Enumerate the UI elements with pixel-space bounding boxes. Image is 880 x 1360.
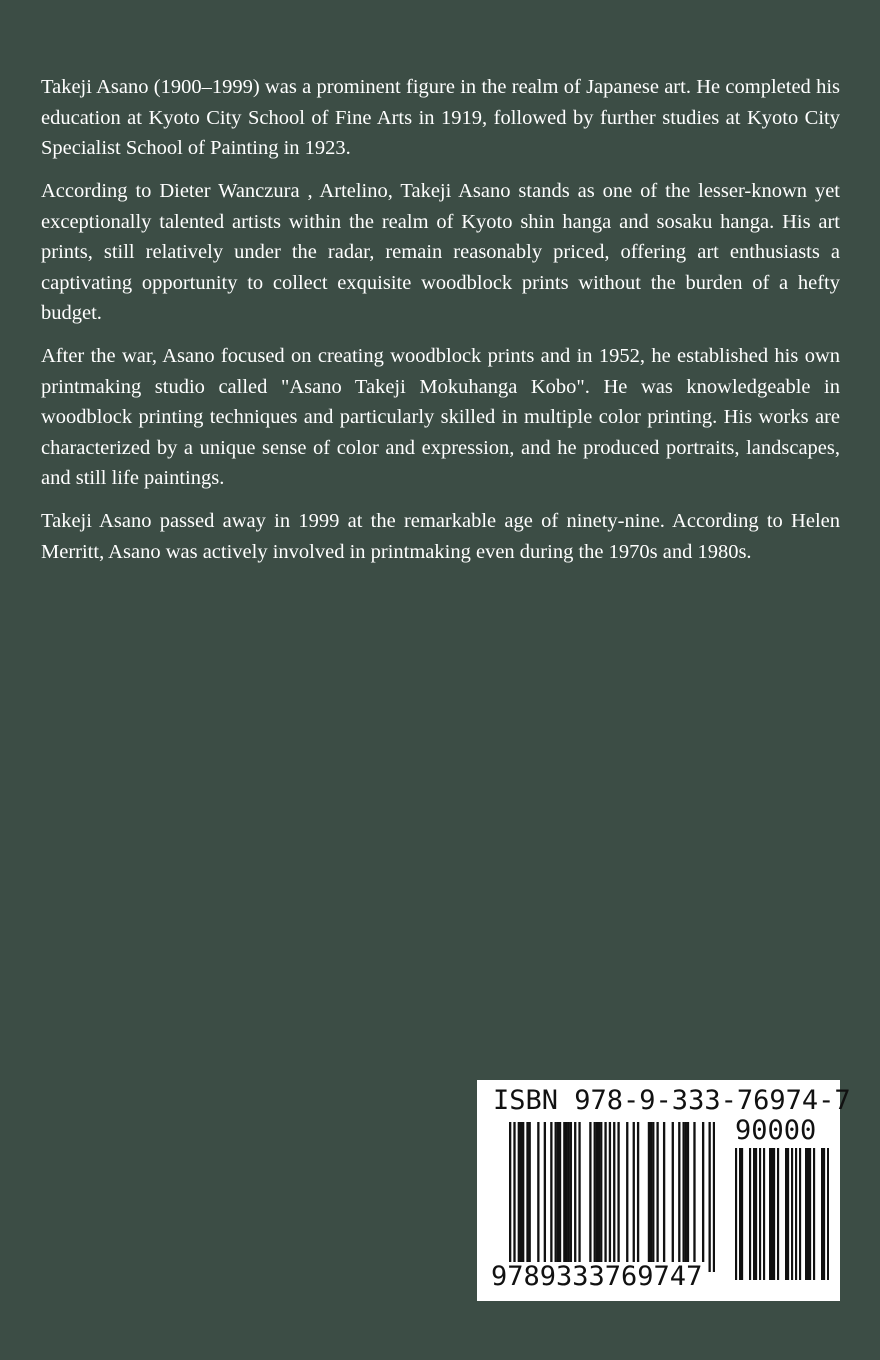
addon-bar xyxy=(807,1148,809,1280)
paragraph-2: According to Dieter Wanczura , Artelino, Takeji Asano stands as one of the lesser-known yet exceptionally talented artists within the realm of Kyoto shin hanga and sosaku hanga. His art prints, still relatively under the radar, remain reasonably priced, offering art enthusiasts a captivating opportunity to collect exquisite woodblock prints without the burden of a hefty budget. xyxy=(41,180,840,324)
addon-bar xyxy=(787,1148,789,1280)
isbn-label: ISBN 978-9-333-76974-7 xyxy=(493,1085,851,1116)
isbn-barcode xyxy=(477,1080,851,1301)
barcode-bar xyxy=(589,1122,591,1262)
barcode-bar xyxy=(563,1122,565,1262)
barcode-bar xyxy=(598,1122,600,1262)
barcode-bar xyxy=(522,1122,524,1262)
addon-bar xyxy=(769,1148,771,1280)
barcode-bar xyxy=(617,1122,619,1262)
barcode-digits: 9789333769747 xyxy=(491,1262,706,1292)
barcode-bar xyxy=(652,1122,654,1262)
description-text xyxy=(41,72,840,580)
barcode-bar xyxy=(526,1122,528,1262)
addon-bar xyxy=(755,1148,757,1280)
barcode-bar xyxy=(513,1122,515,1272)
barcode-bar xyxy=(702,1122,704,1262)
barcode-bar xyxy=(656,1122,658,1262)
barcode-bar xyxy=(672,1122,674,1262)
barcode-bar xyxy=(713,1122,715,1272)
barcode-bar xyxy=(529,1122,531,1262)
addon-bar xyxy=(741,1148,743,1280)
barcode-bar xyxy=(574,1122,576,1262)
barcode-bar xyxy=(544,1122,546,1262)
barcode-bar xyxy=(594,1122,596,1262)
barcode-bar xyxy=(637,1122,639,1262)
barcode-bar xyxy=(613,1122,615,1272)
addon-bar xyxy=(773,1148,775,1280)
barcode-bar xyxy=(633,1122,635,1262)
addon-bar xyxy=(735,1148,737,1280)
addon-bar xyxy=(823,1148,825,1280)
addon-barcode-bars xyxy=(735,1148,829,1280)
barcode-bar xyxy=(570,1122,572,1262)
addon-bar xyxy=(827,1148,829,1280)
addon-bar xyxy=(749,1148,751,1280)
barcode-bar xyxy=(650,1122,652,1262)
barcode-bar xyxy=(687,1122,689,1262)
barcode-bar xyxy=(568,1122,570,1262)
addon-bar xyxy=(759,1148,761,1280)
barcode-bar xyxy=(509,1122,511,1272)
barcode-bar xyxy=(693,1122,695,1262)
barcode-bar xyxy=(678,1122,680,1262)
barcode-bar xyxy=(600,1122,602,1262)
barcode-bar xyxy=(520,1122,522,1262)
barcode-bar xyxy=(685,1122,687,1262)
addon-bar xyxy=(753,1148,755,1280)
barcode-bar xyxy=(537,1122,539,1262)
paragraph-3: After the war, Asano focused on creating woodblock prints and in 1952, he established his own printmaking studio called "Asano Takeji Mokuhanga Kobo". He was knowledgeable in woodblock printing techniques and particularly skilled in multiple color printing. His works are characterized by a unique sense of color and expression, and he produced portraits, landscapes, and still life paintings. xyxy=(41,345,840,489)
addon-bar xyxy=(785,1148,787,1280)
price-code: 90000 xyxy=(735,1115,817,1146)
barcode-bar xyxy=(550,1122,552,1262)
barcode-bar xyxy=(596,1122,598,1262)
addon-bar xyxy=(763,1148,765,1280)
addon-bar xyxy=(771,1148,773,1280)
barcode-bar xyxy=(609,1122,611,1272)
addon-bar xyxy=(795,1148,797,1280)
barcode-bar xyxy=(663,1122,665,1262)
addon-bar xyxy=(809,1148,811,1280)
barcode-bar xyxy=(557,1122,559,1262)
addon-bar xyxy=(791,1148,793,1280)
barcode-bar xyxy=(604,1122,606,1262)
barcode-bar xyxy=(626,1122,628,1262)
addon-bar xyxy=(821,1148,823,1280)
addon-bar xyxy=(777,1148,779,1280)
barcode-bar xyxy=(648,1122,650,1262)
addon-bar xyxy=(739,1148,741,1280)
paragraph-1: Takeji Asano (1900–1999) was a prominent figure in the realm of Japanese art. He completed his education at Kyoto City School of Fine Arts in 1919, followed by further studies at Kyoto City Specialist School of Painting in 1923. xyxy=(41,76,840,159)
paragraph-4: Takeji Asano passed away in 1999 at the remarkable age of ninety-nine. According to Helen Merritt, Asano was actively involved in printmaking even during the 1970s and 1980s. xyxy=(41,510,840,563)
barcode-bar xyxy=(559,1122,561,1262)
barcode-bar xyxy=(682,1122,684,1262)
barcode-bar xyxy=(518,1122,520,1262)
addon-bar xyxy=(799,1148,801,1280)
barcode-bar xyxy=(578,1122,580,1262)
addon-bar xyxy=(805,1148,807,1280)
barcode-bar xyxy=(565,1122,567,1262)
barcode-bar xyxy=(708,1122,710,1272)
barcode-bar xyxy=(555,1122,557,1262)
addon-bar xyxy=(813,1148,815,1280)
main-barcode-bars xyxy=(509,1122,715,1272)
